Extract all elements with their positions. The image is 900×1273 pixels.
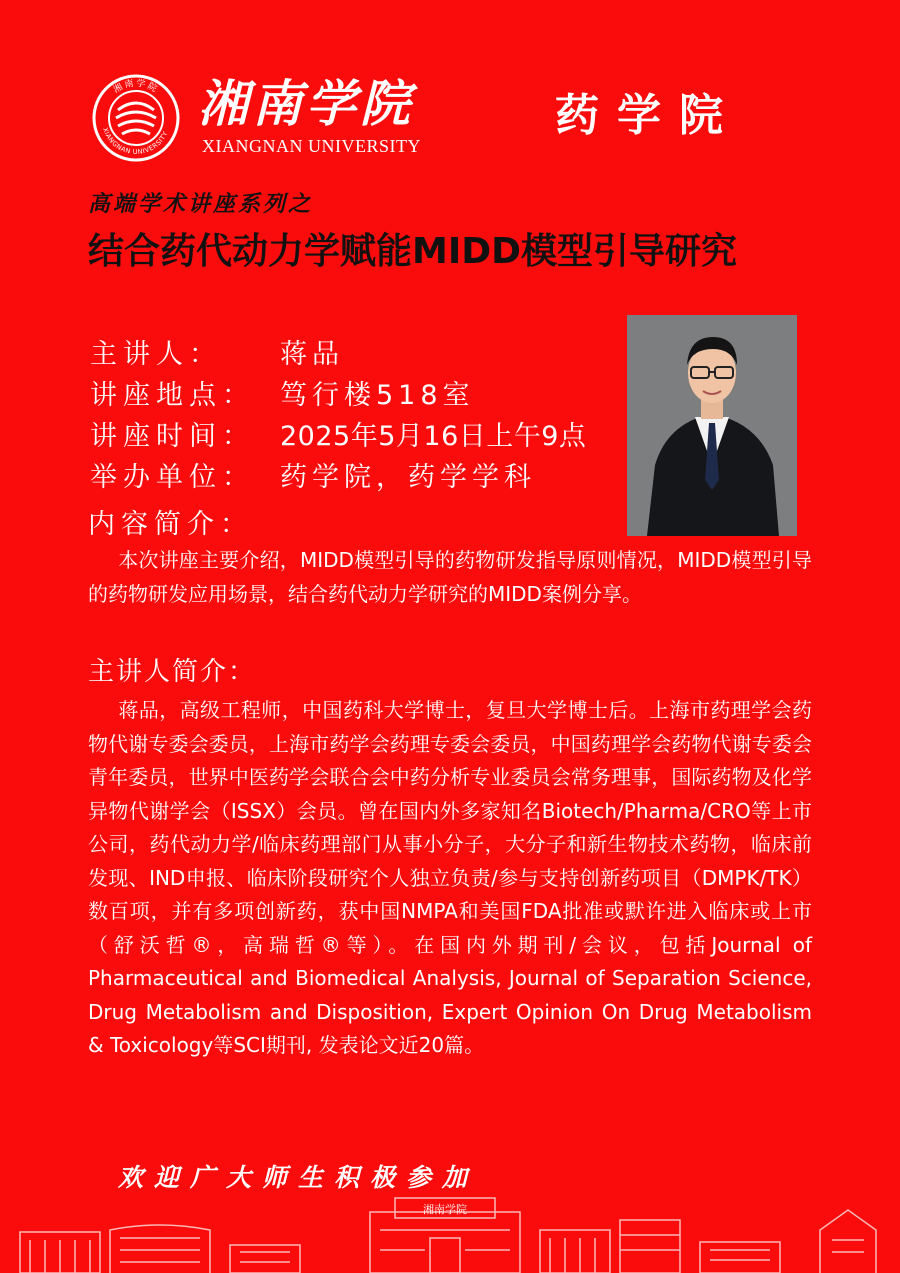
intro-paragraph (88, 544, 812, 611)
welcome-slogan: 欢迎广大师生积极参加 (118, 1163, 479, 1192)
lecture-series: 高端学术讲座系列之 (88, 192, 314, 217)
info-value: 蒋品 (280, 339, 344, 370)
lecture-title: 结合药代动力学赋能MIDD模型引导研究 (88, 231, 737, 272)
speaker-photo (627, 315, 797, 536)
bio-paragraph (88, 694, 812, 1063)
info-value: 笃行楼518室 (280, 380, 475, 411)
info-row-organizer (90, 457, 586, 498)
seal-bottom-text: XIANGNAN UNIVERSITY (101, 126, 170, 157)
info-row-time (90, 416, 586, 457)
info-value: 2025年5月16日上午9点 (280, 421, 587, 452)
gate-sign: 湘南学院 (423, 1203, 467, 1216)
bio-text: 蒋品，高级工程师，中国药科大学博士，复旦大学博士后。上海市药理学会药物代谢专委会委员，上海市药学会药理专委会委员，中国药理学会药物代谢专委会青年委员，世界中医药学会联合会中药分析专业委员会常务理事，国际药物及化学异物代谢学会（ISSX）会员。曾在国内外多家知名Biotech/Pharma/CRO等上市公司，药代动力学/临床药理部门从事小分子，大分子和新生物技术药物，临床前发现、IND申报、临床阶段研究个人独立负责/参与支持创新药项目（DMPK/TK）数百项，并有多项创新药，获中国NMPA和美国FDA批准或默许进入临床或上市（舒沃哲®，高瑞哲®等）。在国内外期刊/会议，包括Journal of Pharmaceutical and Biomedical Analysis, Journal of Separation Science, Drug Metabolism and Disposition, Expert Opinion On Drug Metabolism & Toxicology等SCI期刊, 发表论文近20篇。 (88, 698, 812, 1057)
intro-heading: 内容简介： (88, 509, 253, 540)
seal-top-text: 湘南学院 (111, 78, 161, 96)
department-name: 药学院 (555, 90, 741, 141)
bio-heading: 主讲人简介： (88, 657, 257, 687)
intro-text: 本次讲座主要介绍，MIDD模型引导的药物研发指导原则情况，MIDD模型引导的药物研发应用场景，结合药代动力学研究的MIDD案例分享。 (88, 548, 812, 606)
lecture-info (90, 334, 586, 498)
university-name-cn: 湘南学院 (198, 74, 414, 133)
info-label: 讲座时间： (90, 421, 255, 452)
info-label: 举办单位： (90, 462, 255, 493)
info-row-speaker (90, 334, 586, 375)
info-value: 药学院，药学学科 (280, 462, 536, 493)
university-name-en: XIANGNAN UNIVERSITY (202, 136, 421, 156)
campus-skyline-illustration (0, 1190, 900, 1273)
info-label: 主讲人： (90, 339, 222, 370)
info-row-location (90, 375, 586, 416)
university-seal-logo (92, 74, 180, 162)
info-label: 讲座地点： (90, 380, 255, 411)
